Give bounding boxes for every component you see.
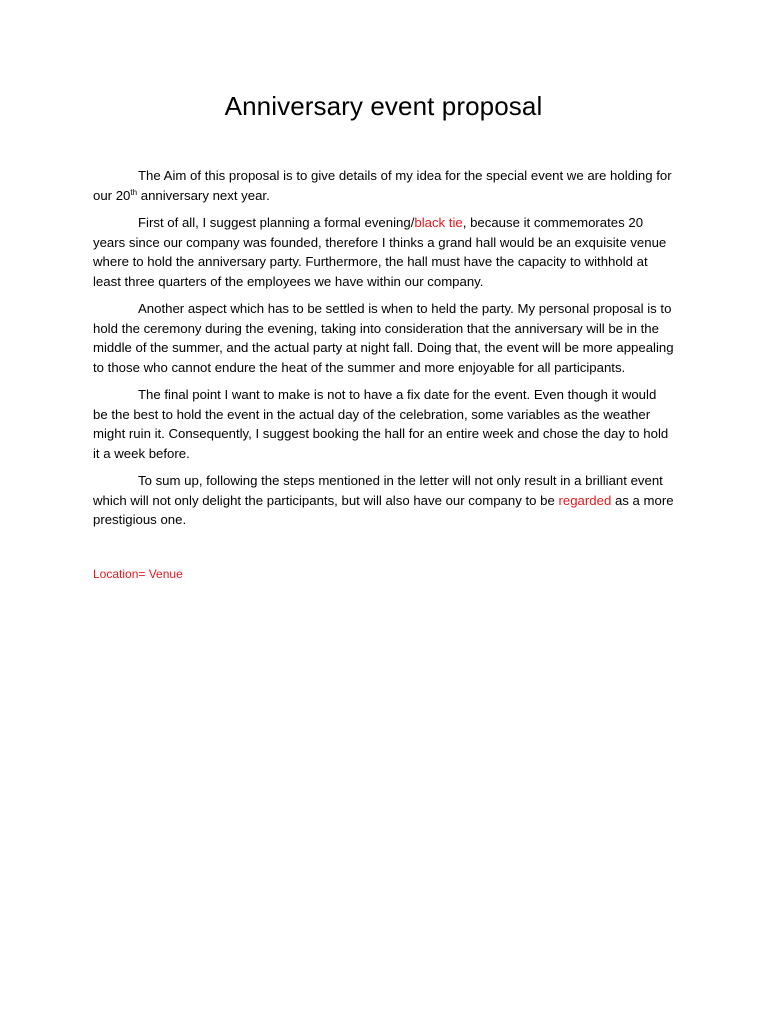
location-note: Location= Venue [93,566,183,581]
paragraph-text: Another aspect which has to be settled is when to held the party. My personal proposal is to hold the ceremony during the evening, taking into consideration that the anniversary will be in the middle of the summer, and the actual party at night fall. Doing that, the event will be more appealing to those who cannot endure the heat of the summer and more enjoyable for all participants. [93,301,674,375]
document-body [93,166,674,530]
paragraph-date [93,385,674,463]
paragraph-introduction [93,166,674,205]
paragraph-text: anniversary next year. [137,187,270,203]
highlighted-phrase: black tie [414,215,463,230]
paragraph-text: The final point I want to make is not to have a fix date for the event. Even though it would be the best to hold the event in the actual day of the celebration, some variables as the weather might ruin it. Consequently, I suggest booking the hall for an entire week and chose the day to hold it a week before. [93,387,669,461]
paragraph-text: as a more prestigious one. [93,492,674,527]
highlighted-word: regarded [558,492,612,508]
document-title: Anniversary event proposal [224,91,543,121]
ordinal-superscript: th [130,187,138,197]
paragraph-text: The Aim of this proposal is to give details of my idea for the special event we are holding for our 20 [93,168,672,203]
paragraph-conclusion [93,471,674,530]
paragraph-venue [93,213,674,291]
paragraph-text: To sum up, following the steps mentioned in the letter will not only result in a brilliant event which will not only delight the participants, but will also have our company to be [93,473,663,508]
paragraph-text: First of all, I suggest planning a formal evening/ [138,215,415,230]
paragraph-timing [93,299,674,377]
paragraph-text: , because it commemorates 20 years since our company was founded, therefore I thinks a grand hall would be an exquisite venue where to hold the anniversary party. Furthermore, the hall must have the capacity to withhold at least three quarters of the employees we have within our company. [93,215,667,289]
